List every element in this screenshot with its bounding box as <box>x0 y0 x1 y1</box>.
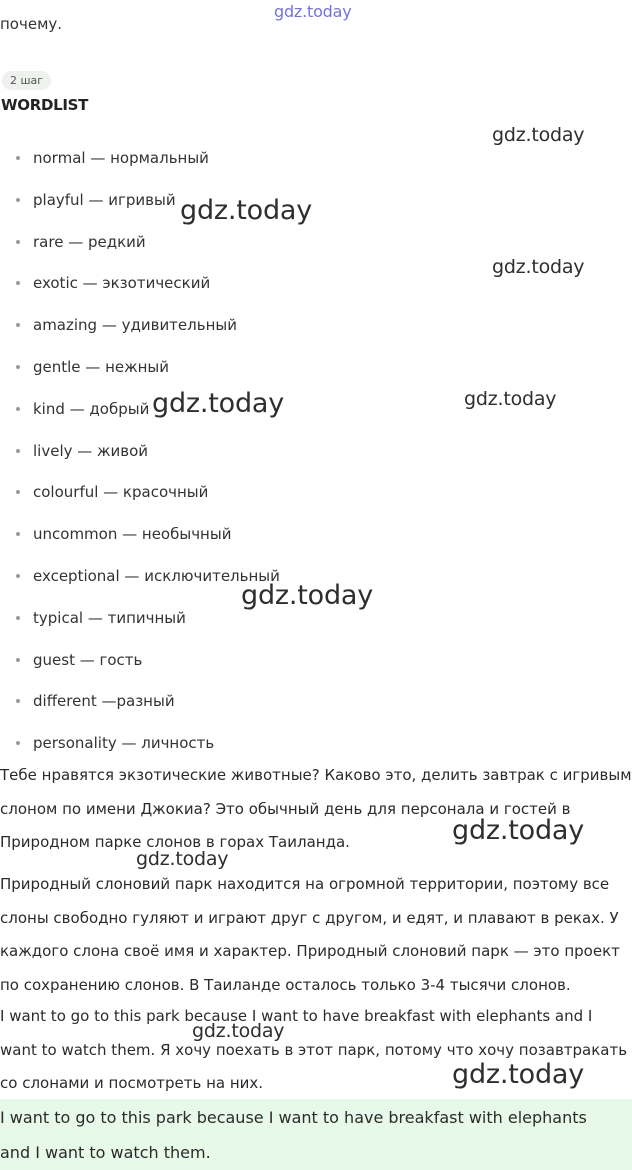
bullet-icon <box>16 240 20 244</box>
list-item: amazing — удивительный <box>0 305 280 347</box>
list-item: lively — живой <box>0 431 280 473</box>
watermark: gdz.today <box>452 1059 585 1090</box>
bullet-icon <box>16 407 20 411</box>
watermark-top: gdz.today <box>274 2 352 21</box>
watermark: gdz.today <box>241 580 374 611</box>
list-item: kind — добрый <box>0 389 280 431</box>
bullet-icon <box>16 490 20 494</box>
list-item: different —разный <box>0 681 280 723</box>
watermark: gdz.today <box>464 388 557 410</box>
bullet-icon <box>16 365 20 369</box>
cut-off-text: почему. <box>0 15 63 33</box>
bullet-icon <box>16 323 20 327</box>
paragraph-translation: I want to go to this park because I want to have breakfast with elephants and I want to watch them. Я хочу поехать в этот парк, потому что хочу позавтракать со слонами и посмотреть на них. <box>0 1007 628 1092</box>
bullet-icon <box>16 699 20 703</box>
bullet-icon <box>16 281 20 285</box>
step-badge: 2 шаг <box>2 71 51 90</box>
list-item: personality — личность <box>0 723 280 765</box>
watermark: gdz.today <box>180 195 313 226</box>
list-item: uncommon — необычный <box>0 514 280 556</box>
bullet-icon <box>16 449 20 453</box>
list-item: exotic — экзотический <box>0 263 280 305</box>
watermark: gdz.today <box>452 815 585 846</box>
list-item: playful — игривый <box>0 180 280 222</box>
wordlist <box>0 138 280 765</box>
answer-text: I want to go to this park because I want to have breakfast with elephants and I want to watch them. <box>0 1108 587 1162</box>
watermark: gdz.today <box>136 848 229 870</box>
answer-highlight <box>0 1099 632 1170</box>
list-item: gentle — нежный <box>0 347 280 389</box>
list-item: rare — редкий <box>0 222 280 264</box>
bullet-icon <box>16 658 20 662</box>
paragraph-park: Природный слоновий парк находится на огромной территории, поэтому все слоны свободно гуляют и играют друг с другом, и едят, и плавают в реках. У каждого слона своё имя и характер. Природный слоновий парк — это проект по сохранению слонов. В Таиланде осталось только 3-4 тысячи слонов. <box>0 875 620 994</box>
bullet-icon <box>16 616 20 620</box>
watermark: gdz.today <box>492 256 585 278</box>
bullet-icon <box>16 198 20 202</box>
list-item: colourful — красочный <box>0 472 280 514</box>
wordlist-heading: WORDLIST <box>1 96 89 114</box>
list-item: guest — гость <box>0 640 280 682</box>
watermark: gdz.today <box>192 1020 285 1042</box>
bullet-icon <box>16 574 20 578</box>
watermark: gdz.today <box>492 124 585 146</box>
list-item: exceptional — исключительный <box>0 556 280 598</box>
paragraph-intro: Тебе нравятся экзотические животные? Каково это, делить завтрак с игривым слоном по имени Джокиа? Это обычный день для персонала и гостей в Природном парке слонов в горах Таиланда. <box>0 766 632 851</box>
bullet-icon <box>16 532 20 536</box>
bullet-icon <box>16 741 20 745</box>
list-item: normal — нормальный <box>0 138 280 180</box>
watermark: gdz.today <box>152 388 285 419</box>
list-item: typical — типичный <box>0 598 280 640</box>
bullet-icon <box>16 156 20 160</box>
